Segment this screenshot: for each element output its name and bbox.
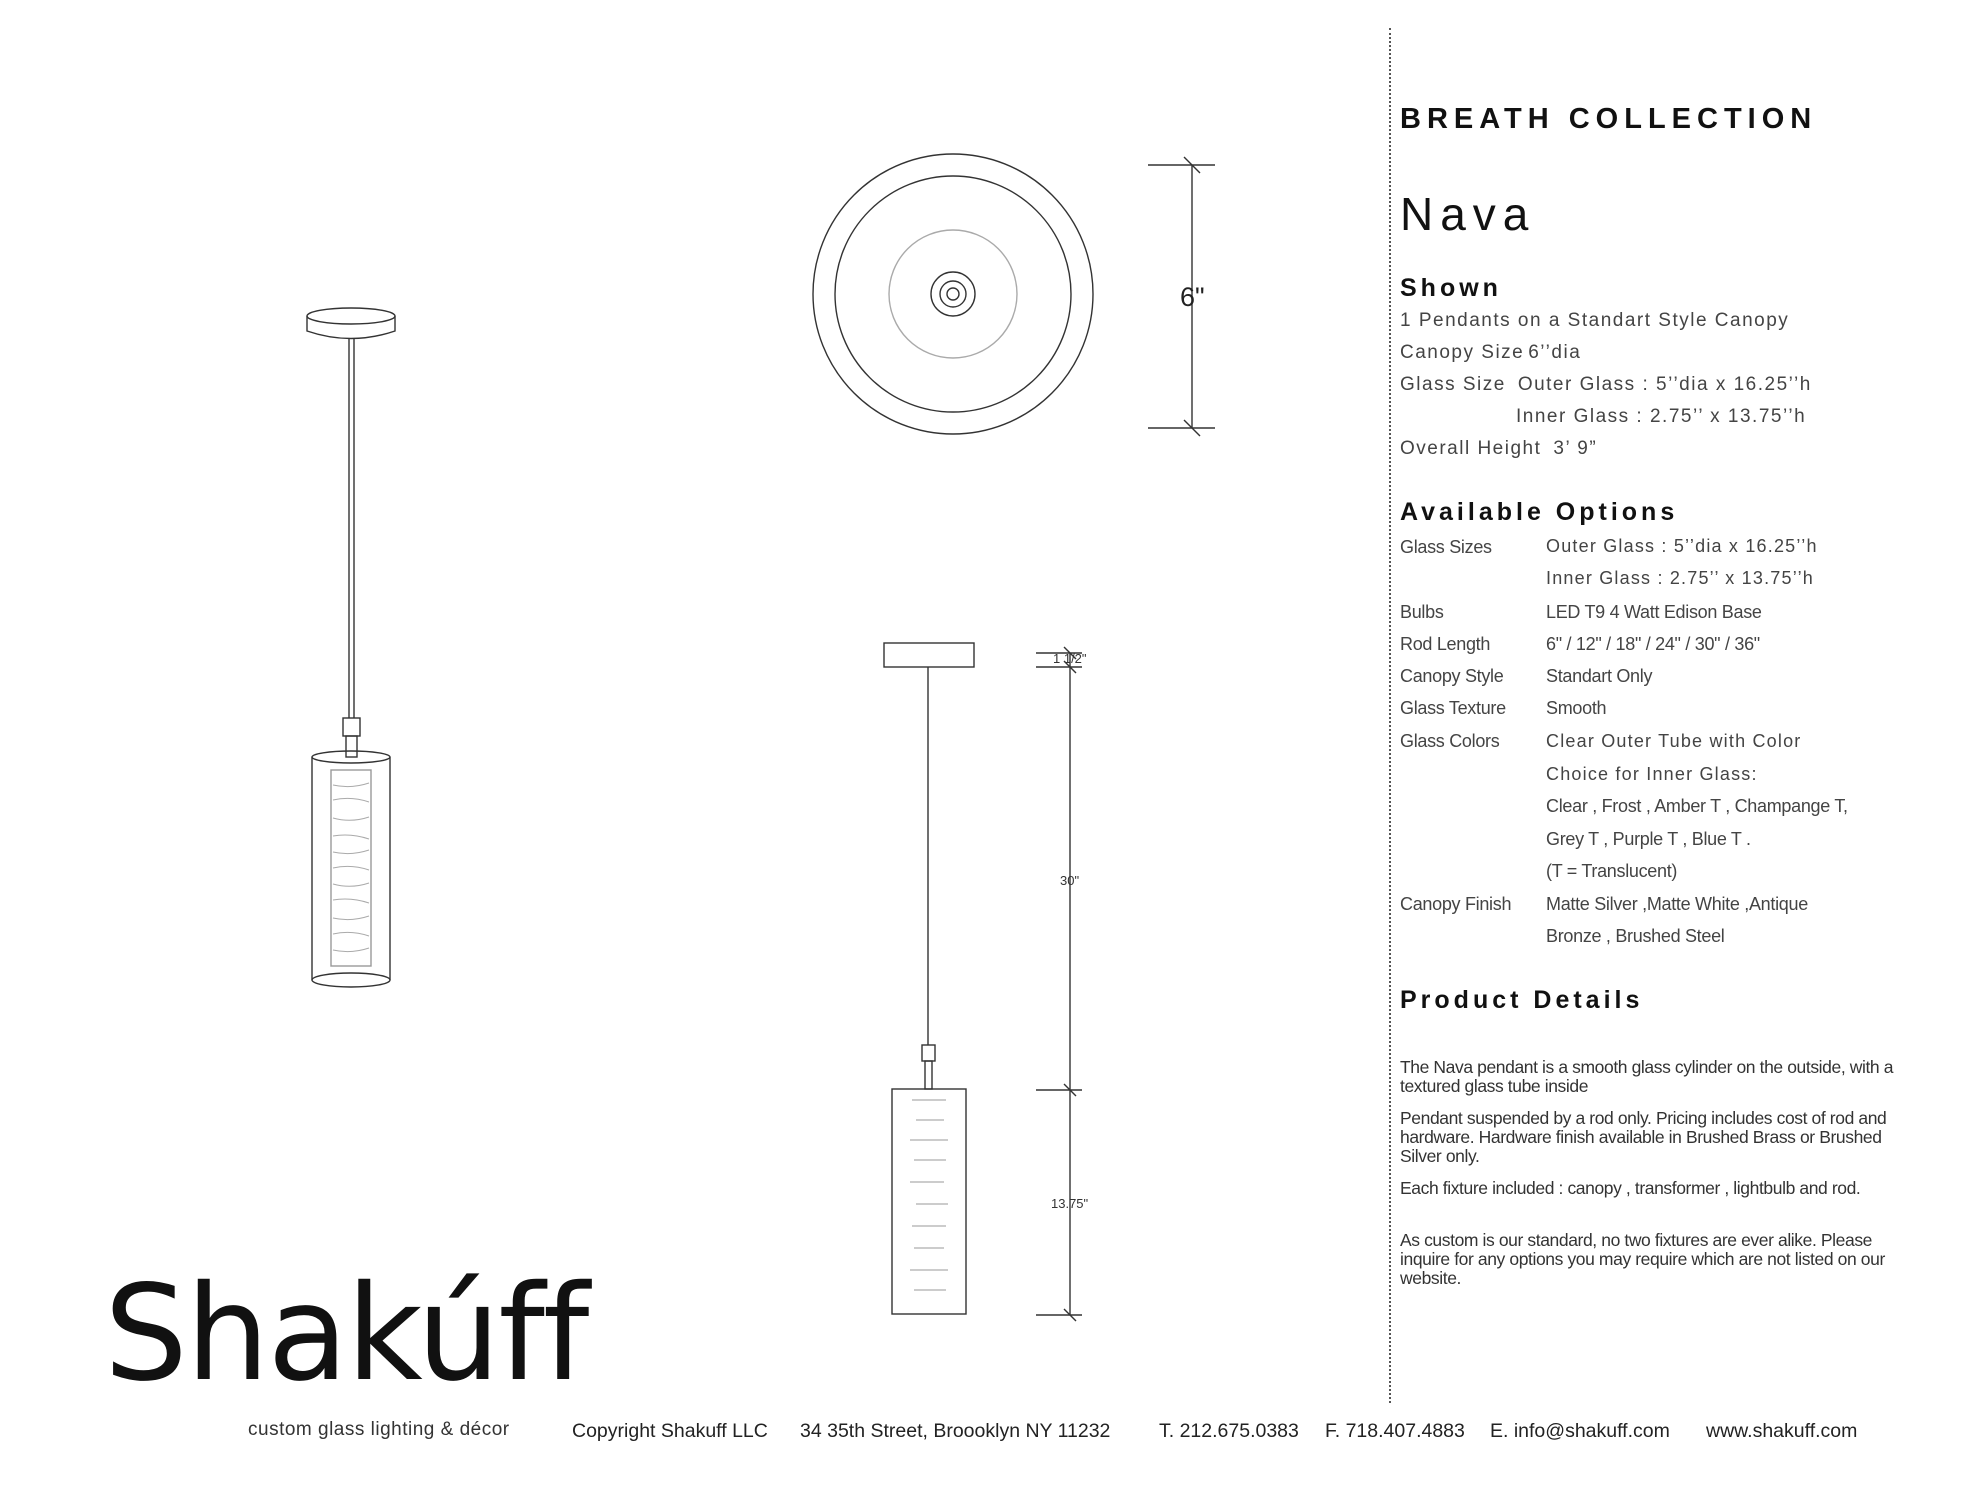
footer-phone: T. 212.675.0383 xyxy=(1159,1420,1299,1442)
dimension-canopy-height: 1 1/2" xyxy=(1053,651,1087,666)
option-value: Inner Glass : 2.75’’ x 13.75’’h xyxy=(1546,568,1815,588)
brand-tagline: custom glass lighting & décor xyxy=(248,1419,510,1440)
option-value: Clear Outer Tube with Color xyxy=(1546,731,1802,751)
details-paragraph: The Nava pendant is a smooth glass cylinder on the outside, with a textured glass tube inside xyxy=(1400,1057,1894,1096)
option-label: Canopy Style xyxy=(1400,666,1504,686)
shown-line: Canopy Size 6’’dia xyxy=(1400,342,1582,363)
option-value: LED T9 4 Watt Edison Base xyxy=(1546,602,1762,622)
brand-logo: Shakúff xyxy=(104,1257,588,1411)
footer-address: 34 35th Street, Broooklyn NY 11232 xyxy=(800,1420,1111,1442)
option-value: Choice for Inner Glass: xyxy=(1546,764,1758,784)
details-paragraph: Pendant suspended by a rod only. Pricing includes cost of rod and hardware. Hardware finish available in Brushed Brass or Brushed Silver only. xyxy=(1400,1108,1887,1166)
option-value: (T = Translucent) xyxy=(1546,861,1678,881)
option-value: Outer Glass : 5’’dia x 16.25’’h xyxy=(1546,536,1818,556)
product-name: Nava xyxy=(1400,188,1536,240)
dimension-rod-length: 30" xyxy=(1060,873,1080,888)
option-value: Smooth xyxy=(1546,698,1607,718)
column-divider xyxy=(1389,28,1391,1403)
options-heading: Available Options xyxy=(1400,498,1679,526)
shown-line: Glass Size Outer Glass : 5’’dia x 16.25’’h xyxy=(1400,374,1812,395)
details-paragraph: Each fixture included : canopy , transformer , lightbulb and rod. xyxy=(1400,1178,1861,1198)
option-value: Bronze , Brushed Steel xyxy=(1546,926,1725,946)
option-label: Glass Colors xyxy=(1400,731,1500,751)
option-value: Clear , Frost , Amber T , Champange T, xyxy=(1546,796,1848,816)
footer-website[interactable]: www.shakuff.com xyxy=(1706,1420,1858,1442)
top-view xyxy=(813,154,1215,436)
option-label: Glass Sizes xyxy=(1400,537,1492,557)
perspective-view xyxy=(307,308,395,987)
shown-line: Inner Glass : 2.75’’ x 13.75’’h xyxy=(1516,406,1807,427)
footer-fax: F. 718.407.4883 xyxy=(1325,1420,1465,1442)
option-label: Glass Texture xyxy=(1400,698,1506,718)
shown-line: Overall Height 3’ 9” xyxy=(1400,438,1598,459)
option-value: Standart Only xyxy=(1546,666,1653,686)
option-value: Matte Silver ,Matte White ,Antique xyxy=(1546,894,1808,914)
shown-line: 1 Pendants on a Standart Style Canopy xyxy=(1400,310,1790,331)
details-paragraph: As custom is our standard, no two fixtures are ever alike. Please inquire for any options you may require which are not listed on our website. xyxy=(1400,1230,1885,1288)
option-label: Bulbs xyxy=(1400,602,1444,622)
option-label: Rod Length xyxy=(1400,634,1491,654)
footer-copyright: Copyright Shakuff LLC xyxy=(572,1420,768,1442)
footer-email[interactable]: E. info@shakuff.com xyxy=(1490,1420,1670,1442)
option-label: Canopy Finish xyxy=(1400,894,1512,914)
dimension-top-width: 6" xyxy=(1180,282,1205,312)
shown-heading: Shown xyxy=(1400,274,1502,302)
option-value: 6" / 12" / 18" / 24" / 30" / 36" xyxy=(1546,634,1760,654)
dimension-glass-height: 13.75" xyxy=(1051,1196,1089,1211)
collection-title: BREATH COLLECTION xyxy=(1400,103,1818,135)
option-value: Grey T , Purple T , Blue T . xyxy=(1546,829,1751,849)
side-elevation-view xyxy=(884,643,1082,1321)
details-heading: Product Details xyxy=(1400,986,1644,1014)
